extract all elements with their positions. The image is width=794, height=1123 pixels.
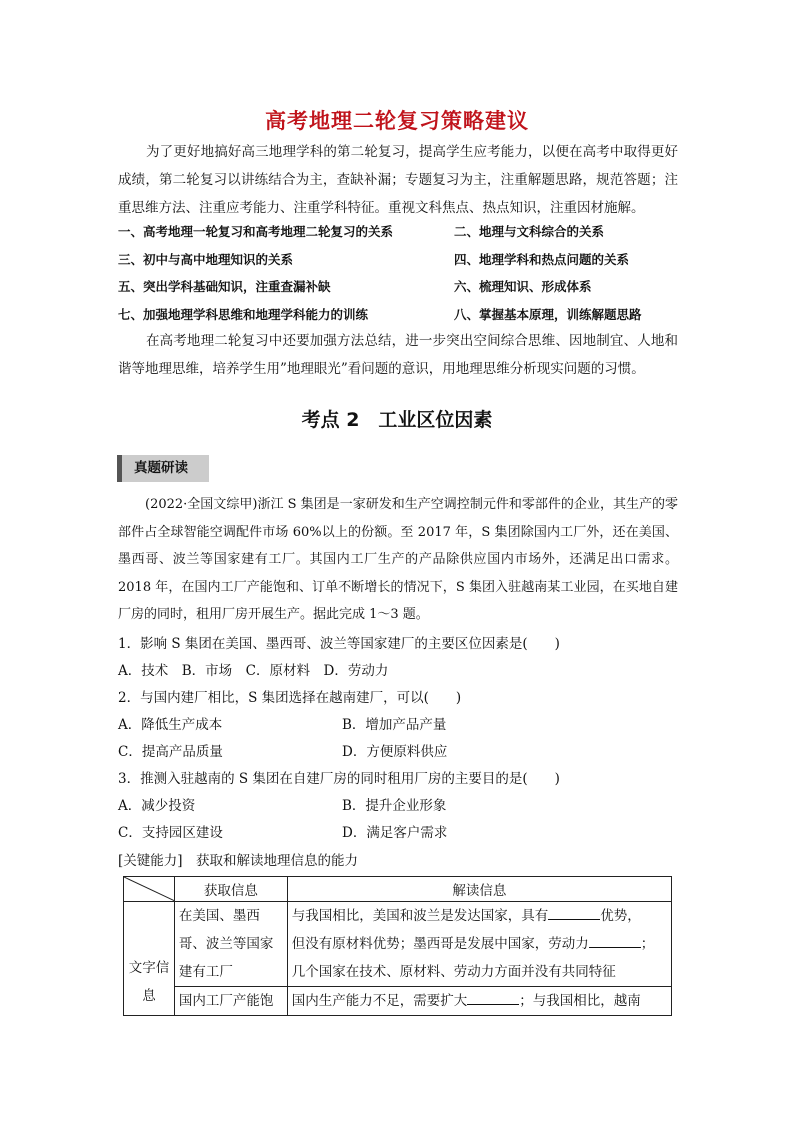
- option: C．支持园区建设: [118, 825, 223, 841]
- strategy-item: 一、高考地理一轮复习和高考地理二轮复习的关系: [118, 224, 394, 239]
- answer-blank: [548, 904, 600, 920]
- material-paragraph: (2022·全国文综甲)浙江 S 集团是一家研发和生产空调控制元件和零部件的企业，其生产的零部件占全球智能空调配件市场 60%以上的份额。至 2017 年，S 集团除国内工厂外，还在美国、墨西哥、波兰等国家建有工厂。其国内工厂生产的产品除供应国内市场外，还满足出口需求。2018 年，在国内工厂产能饱和、订单不断增长的情况下，S 集团入驻越南某工业园，在买地自建厂房的同时，租用厂房开展生产。据此完成 1～3 题。: [118, 497, 678, 622]
- table-cell: 国内工厂产能饱: [174, 987, 287, 1016]
- option: B．增加产品产量: [342, 717, 447, 733]
- answer-blank: [589, 932, 641, 948]
- option: D．方便原料供应: [342, 744, 448, 760]
- strategy-row: [118, 218, 678, 246]
- column-header: 解读信息: [287, 877, 671, 902]
- table-row: [124, 902, 672, 987]
- question-stem: 3．推测入驻越南的 S 集团在自建厂房的同时租用厂房的主要目的是( ): [118, 771, 560, 787]
- section-title: 考点 2 工业区位因素: [301, 409, 493, 431]
- option: C．提高产品质量: [118, 744, 223, 760]
- option: A．减少投资: [118, 798, 196, 814]
- table-cell: 与我国相比，美国和波兰是发达国家，具有 优势， 但没有原材料优势；墨西哥是发展中国家，劳动力 ； 几个国家在技术、原材料、劳动力方面并没有共同特征: [287, 902, 671, 987]
- key-ability-label: [关键能力] 获取和解读地理信息的能力: [118, 853, 359, 869]
- info-table: [123, 876, 672, 1016]
- strategy-item: 六、梳理知识、形成体系: [454, 279, 592, 294]
- strategy-item: 四、地理学科和热点问题的关系: [454, 251, 630, 267]
- tag-bar: [117, 455, 122, 482]
- question-stem: 1．影响 S 集团在美国、墨西哥、波兰等国家建厂的主要区位因素是( ): [118, 636, 560, 652]
- banner-title: 高考地理二轮复习策略建议: [265, 109, 529, 133]
- table-header-row: [124, 877, 672, 902]
- option: A．降低生产成本: [118, 717, 223, 733]
- strategy-row: [118, 246, 678, 274]
- table-cell: 国内生产能力不足，需要扩大 ；与我国相比，越南: [287, 987, 671, 1016]
- strategy-list: [118, 218, 678, 328]
- option: B．提升企业形象: [342, 798, 447, 814]
- diagonal-cell: [124, 877, 175, 902]
- strategy-item: 八、掌握基本原理，训练解题思路: [454, 306, 642, 322]
- strategy-item: 三、初中与高中地理知识的关系: [118, 251, 294, 267]
- option: D．满足客户需求: [342, 825, 448, 841]
- strategy-item: 五、突出学科基础知识，注重查漏补缺: [118, 279, 331, 294]
- strategy-row: [118, 301, 678, 329]
- closing-paragraph: 在高考地理二轮复习中还要加强方法总结，进一步突出空间综合思维、因地制宜、人地和谐等地理思维，培养学生用”地理眼光”看问题的意识，用地理思维分析现实问题的习惯。: [118, 333, 678, 377]
- table-row: [124, 987, 672, 1016]
- intro-paragraph: 为了更好地搞好高三地理学科的第二轮复习，提高学生应考能力，以便在高考中取得更好成绩，第二轮复习以讲练结合为主，查缺补漏；专题复习为主，注重解题思路，规范答题；注重思维方法、注重应考能力、注重学科特征。重视文科焦点、热点知识，注重因材施解。: [118, 144, 678, 216]
- table-cell: 在美国、墨西哥、波兰等国家建有工厂: [174, 902, 287, 987]
- section-tag: 真题研读: [117, 455, 209, 482]
- strategy-row: [118, 273, 678, 301]
- diagonal-line: [124, 877, 175, 901]
- answer-blank: [467, 989, 519, 1005]
- strategy-item: 二、地理与文科综合的关系: [454, 224, 605, 239]
- strategy-item: 七、加强地理学科思维和地理学科能力的训练: [118, 306, 369, 322]
- question-stem: 2．与国内建厂相比，S 集团选择在越南建厂，可以( ): [118, 690, 462, 706]
- row-label: 文字信息: [124, 902, 175, 1016]
- column-header: 获取信息: [174, 877, 287, 902]
- question-options: A．技术 B．市场 C．原材料 D．劳动力: [118, 663, 389, 679]
